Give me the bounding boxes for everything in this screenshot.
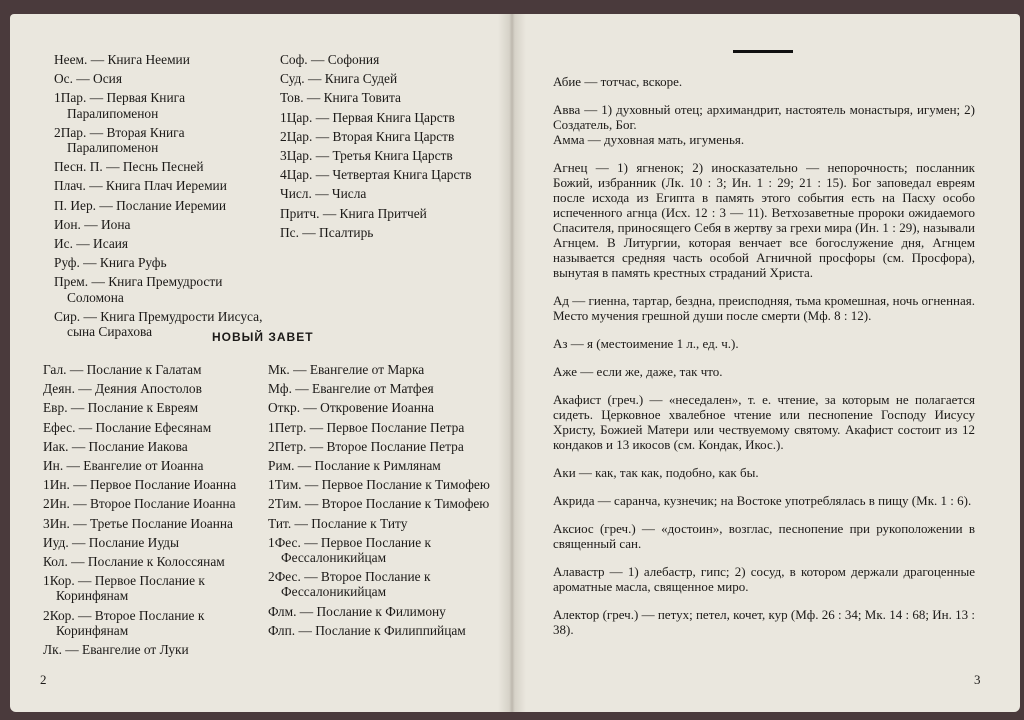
abbreviation-entry: Мк. — Евангелие от Марка: [268, 362, 425, 377]
abbreviation-entry: Руф. — Книга Руфь: [54, 255, 167, 271]
abbreviation-entry: 1Пар. — Первая Книга Паралипоменон: [54, 90, 186, 121]
old-testament-column-2: [280, 52, 485, 244]
abbreviation-entry: 2Цар. — Вторая Книга Царств: [280, 128, 455, 144]
new-testament-column-1: [43, 362, 265, 661]
abbreviation-entry: Флм. — Послание к Филимону: [268, 603, 446, 619]
abbreviation-entry: Евр. — Послание к Евреям: [43, 400, 199, 416]
abbreviation-entry: Лк. — Евангелие от Луки: [43, 642, 189, 658]
decorative-rule: [733, 50, 793, 53]
abbreviation-entry: 1Кор. — Первое Послание к Коринфянам: [43, 573, 205, 604]
definition-entry: [553, 465, 975, 480]
abbreviation-entry: 3Цар. — Третья Книга Царств: [280, 148, 453, 164]
abbreviation-entry: 1Ин. — Первое Послание Иоанна: [43, 477, 237, 493]
definition-text: Агнец — 1) ягненок; 2) иносказательно — непорочность; посланник Божий, избранник (Лк. 10 : 3; Ин. 1 : 29; 21 : 15). Бог заповедал евреям после исхода из Египта в память этого события есть на Пасху особо испеченного агнца (Исх. 12 : 3 — 11). Ветхозаветные пророки ожидаемого Спасителя, приносящего Себя в жертву за грехи мира (Ин. 1 : 29), называли Агнцем. В Литургии, которая венчает все богослужение дня, Агнцем называется средняя часть особой Агничной просфоры (см. Просфора), вынутая в память крестных страданий Христа.: [553, 160, 975, 280]
abbreviation-entry: Ефес. — Послание Ефесянам: [43, 419, 212, 435]
definition-text: Авва — 1) духовный отец; архимандрит, настоятель монастыря, игумен; 2) Создатель, Бог.: [553, 102, 975, 132]
definition-entry: [553, 74, 975, 89]
definition-entry: [553, 521, 975, 551]
abbreviation-entry: Числ. — Числа: [280, 186, 367, 202]
definition-text: Аже — если же, даже, так что.: [553, 364, 723, 379]
new-testament-column-2: [268, 362, 490, 642]
abbreviation-entry: Пс. — Псалтирь: [280, 224, 374, 240]
abbreviation-entry: Ос. — Осия: [54, 71, 122, 87]
abbreviation-entry: П. Иер. — Послание Иеремии: [54, 197, 227, 213]
abbreviation-entry: Гал. — Послание к Галатам: [43, 362, 202, 377]
definition-text: Аз — я (местоимение 1 л., ед. ч.).: [553, 336, 739, 351]
abbreviation-entry: Рим. — Послание к Римлянам: [268, 458, 441, 474]
definition-entry: [553, 564, 975, 594]
new-testament-heading: НОВЫЙ ЗАВЕТ: [212, 330, 314, 344]
abbreviation-entry: Плач. — Книга Плач Иеремии: [54, 178, 227, 194]
definition-entry: [553, 493, 975, 508]
abbreviation-entry: Иак. — Послание Иакова: [43, 438, 188, 454]
abbreviation-entry: Неем. — Книга Неемии: [54, 52, 190, 67]
definition-entry: [553, 160, 975, 280]
abbreviation-entry: 2Кор. — Второе Послание к Коринфянам: [43, 607, 205, 638]
abbreviation-entry: 2Ин. — Второе Послание Иоанна: [43, 496, 236, 512]
page-number-left: 2: [40, 672, 47, 687]
abbreviation-entry: Ион. — Иона: [54, 216, 131, 232]
abbreviation-entry: Суд. — Книга Судей: [280, 71, 398, 87]
definition-entry: [553, 293, 975, 323]
abbreviation-entry: 1Петр. — Первое Послание Петра: [268, 419, 465, 435]
abbreviation-entry: Деян. — Деяния Апостолов: [43, 381, 202, 397]
abbreviation-entry: 2Пар. — Вторая Книга Паралипоменон: [54, 124, 185, 156]
definition-subentry: Амма — духовная мать, игуменья.: [553, 132, 745, 147]
abbreviation-entry: 2Петр. — Второе Послание Петра: [268, 438, 464, 454]
abbreviation-entry: Ин. — Евангелие от Иоанна: [43, 458, 204, 474]
abbreviation-entry: 4Цар. — Четвертая Книга Царств: [280, 167, 472, 183]
definition-entry: [553, 102, 975, 147]
definition-text: Аксиос (греч.) — «достоин», возглас, песнопение при рукоположении в священный сан.: [553, 521, 975, 551]
abbreviation-entry: Откр. — Откровение Иоанна: [268, 400, 434, 416]
abbreviation-entry: Мф. — Евангелие от Матфея: [268, 381, 434, 397]
abbreviation-entry: Ис. — Исаия: [54, 236, 129, 252]
abbreviation-entry: Кол. — Послание к Колоссянам: [43, 554, 225, 570]
abbreviation-entry: Соф. — Софония: [280, 52, 380, 67]
definition-entry: [553, 364, 975, 379]
definitions-list: [553, 74, 975, 650]
abbreviation-entry: Сир. — Книга Премудрости Иисуса, сына Сирахова: [54, 308, 263, 340]
book-gutter: [498, 14, 526, 712]
abbreviation-entry: 1Цар. — Первая Книга Царств: [280, 109, 455, 125]
definition-text: Аки — как, так как, подобно, как бы.: [553, 465, 759, 480]
definition-text: Ад — гиенна, тартар, бездна, преисподняя, тьма кромешная, ночь огненная. Место мучения грешной души после смерти (Мф. 8 : 12).: [553, 293, 975, 323]
old-testament-column-1: [54, 52, 269, 343]
abbreviation-entry: 3Ин. — Третье Послание Иоанна: [43, 515, 233, 531]
definition-entry: [553, 392, 975, 452]
abbreviation-entry: Флп. — Послание к Филиппийцам: [268, 622, 466, 638]
abbreviation-entry: Тов. — Книга Товита: [280, 90, 401, 106]
abbreviation-entry: Иуд. — Послание Иуды: [43, 534, 179, 550]
abbreviation-entry: Песн. П. — Песнь Песней: [54, 159, 204, 175]
definition-text: Акафист (греч.) — «неседален», т. е. чтение, за которым не полагается сидеть. Церковное хвалебное чтение или песнопение Господу Иисусу Христу, Божией Матери или чествуемому святому. Акафист состоит из 12 кондаков и 13 икосов (см. Кондак, Икос.).: [553, 392, 975, 452]
page-number-right: 3: [974, 672, 981, 687]
definition-text: Алавастр — 1) алебастр, гипс; 2) сосуд, в котором держали драгоценные ароматные масла, священное миро.: [553, 564, 975, 594]
definition-text: Акрида — саранча, кузнечик; на Востоке употреблялась в пищу (Мк. 1 : 6).: [553, 493, 972, 508]
abbreviation-entry: Притч. — Книга Притчей: [280, 205, 427, 221]
definition-text: Абие — тотчас, вскоре.: [553, 74, 683, 89]
abbreviation-entry: 1Фес. — Первое Послание к Фессалоникийцам: [268, 534, 432, 566]
definition-entry: [553, 607, 975, 637]
abbreviation-entry: 2Тим. — Второе Послание к Тимофею: [268, 496, 490, 512]
abbreviation-entry: 2Фес. — Второе Послание к Фессалоникийцам: [268, 569, 431, 600]
abbreviation-entry: Прем. — Книга Премудрости Соломона: [54, 274, 223, 305]
abbreviation-entry: Тит. — Послание к Титу: [268, 515, 408, 531]
definition-text: Алектор (греч.) — петух; петел, кочет, кур (Мф. 26 : 34; Мк. 14 : 68; Ин. 13 : 38).: [553, 607, 975, 637]
definition-entry: [553, 336, 975, 351]
abbreviation-entry: 1Тим. — Первое Послание к Тимофею: [268, 477, 490, 493]
